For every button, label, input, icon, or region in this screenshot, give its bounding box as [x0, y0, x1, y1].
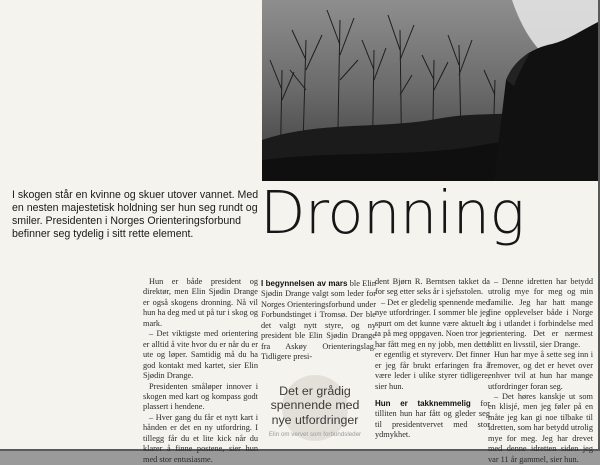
- article-column-4: [488, 277, 593, 465]
- pullquote-caption: Elin om vervet som forbundsleder: [268, 431, 362, 438]
- headline: Dronning: [260, 178, 525, 247]
- paragraph: – Det høres kanskje ut som en klisjé, men jeg føler på en måte jeg kan gi noe tilbake til idretten, som har betydd utrolig mye for meg. Jeg har drevet med denne idretten siden jeg var 11 år gammel, sier hun.: [488, 391, 593, 464]
- pullquote-text: Det er grådig spennende med nye utfordringer: [270, 384, 360, 427]
- paragraph: – Det er gledelig spennende med nye utfordringer. I sommer ble jeg spurt om det kunne være aktuelt å ta på meg oppgaven. Noen tror jeg har fått meg en ny jobb, men dette er egentlig et styreverv. Det finner er jeg får brukt erfaringen fra å være leder i ulike styrer tidligere, sier hun.: [375, 297, 490, 391]
- lead-paragraph: I skogen står en kvinne og skuer utover vannet. Med en nesten majestetisk holdning ser hun seg rundt og smiler. Presidenten i Norges Orienteringsforbund befinner seg tydelig i sitt rette element.: [12, 189, 259, 240]
- forest-illustration: [262, 0, 598, 181]
- paragraph: – Denne idretten har betydd utrolig mye for meg og min familie. Jeg har hatt mange fine opplevelser både i Norge og i utlandet i forbindelse med orientering. Det er nærmest blitt en livsstil, sier Drange.: [488, 277, 593, 349]
- paragraph: for tilliten hun har fått og gleder seg til presidentvervet med stor ydmykhet.: [375, 398, 491, 440]
- forest-photo: [262, 0, 598, 181]
- subhead-bold: Hun er takknemmelig: [375, 398, 471, 408]
- paragraph: Hun har mye å sette seg inn i fremover, og det er hevet over enhver tvil at hun har mange utfordringer foran seg.: [488, 350, 593, 391]
- article-column-2: [261, 279, 376, 363]
- article-column-3: [375, 277, 490, 441]
- paragraph: – Det viktigste med orientering er alltid å vite hvor du er når du er ute og løper. Samtidig må du ha god kontakt med kartet, sier Elin Sjødin Drange.: [143, 329, 258, 381]
- paragraph: dent Bjørn R. Berntsen takket da for seg etter seks år i sjefsstolen.: [375, 277, 490, 297]
- article-column-1: [143, 277, 258, 465]
- paragraph: – Hver gang du får et nytt kart i hånden er det en ny utfordring. I tillegg får du et lite kick når du klarer å finne postene, sier hun med stor entusiasme.: [143, 412, 258, 464]
- subhead-bold: I begynnelsen av mars: [261, 279, 348, 288]
- paragraph: Hun er både president og direktør, men Elin Sjødin Drange er også skogens dronning. Nå vil hun ha deg med ut på tur i skog og mark.: [143, 277, 258, 328]
- paragraph: ble Elin Sjødin Drange valgt som leder for Norges Orienteringsforbund under Forbundstinget i Tromsø. Der ble det valgt nytt styre, og ny president ble Elin Sjødin Drange fra Askøy Orienteringslag. Tidligere presi-: [261, 279, 376, 362]
- paragraph: Presidenten småløper innover i skogen med kart og kompass godt plassert i hendene.: [143, 381, 258, 412]
- pullquote: [255, 372, 375, 448]
